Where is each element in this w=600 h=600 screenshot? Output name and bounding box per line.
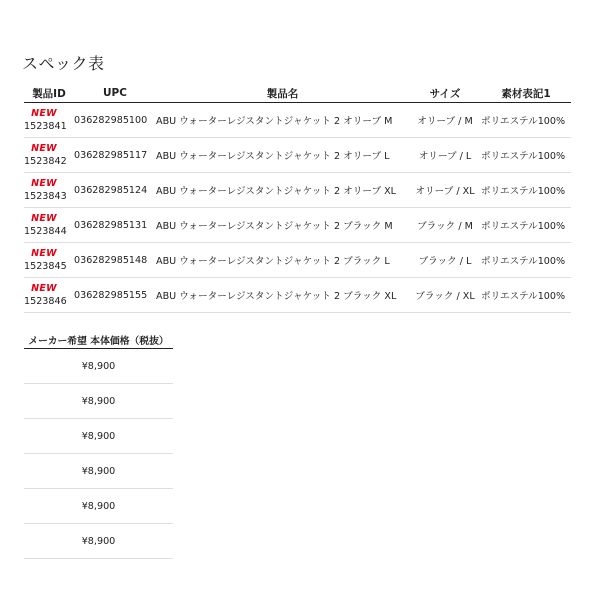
product-id-cell bbox=[24, 138, 74, 173]
material-cell: ポリエステル100% bbox=[481, 103, 571, 138]
new-badge: NEW bbox=[31, 212, 57, 224]
size-cell: オリーブ / XL bbox=[409, 173, 481, 208]
upc-cell: 036282985131 bbox=[74, 208, 156, 243]
col-header-name: 製品名 bbox=[156, 84, 409, 103]
table-row bbox=[24, 173, 571, 208]
new-badge: NEW bbox=[31, 142, 57, 154]
price-cell: ¥8,900 bbox=[24, 454, 173, 489]
new-badge: NEW bbox=[31, 107, 57, 119]
size-cell: ブラック / M bbox=[409, 208, 481, 243]
price-header: メーカー希望 本体価格（税抜） bbox=[24, 332, 173, 349]
upc-cell: 036282985100 bbox=[74, 103, 156, 138]
product-id: 1523842 bbox=[24, 155, 67, 167]
new-badge: NEW bbox=[31, 247, 57, 259]
size-cell: オリーブ / L bbox=[409, 138, 481, 173]
product-name-cell: ABU ウォーターレジスタントジャケット 2 ブラック M bbox=[156, 208, 409, 243]
price-cell: ¥8,900 bbox=[24, 524, 173, 559]
size-cell: ブラック / XL bbox=[409, 278, 481, 313]
price-cell: ¥8,900 bbox=[24, 349, 173, 384]
product-id: 1523843 bbox=[24, 190, 67, 202]
col-header-size: サイズ bbox=[409, 84, 481, 103]
table-row bbox=[24, 384, 173, 419]
material-cell: ポリエステル100% bbox=[481, 173, 571, 208]
product-id-cell bbox=[24, 278, 74, 313]
table-row bbox=[24, 524, 173, 559]
col-header-material: 素材表記1 bbox=[481, 84, 571, 103]
new-badge: NEW bbox=[31, 282, 57, 294]
table-row bbox=[24, 138, 571, 173]
page-title: スペック表 bbox=[22, 53, 105, 73]
material-cell: ポリエステル100% bbox=[481, 208, 571, 243]
product-id-cell bbox=[24, 103, 74, 138]
product-id: 1523846 bbox=[24, 295, 67, 307]
table-row bbox=[24, 208, 571, 243]
product-id-cell bbox=[24, 243, 74, 278]
spec-table bbox=[24, 84, 571, 313]
table-row bbox=[24, 103, 571, 138]
upc-cell: 036282985155 bbox=[74, 278, 156, 313]
upc-cell: 036282985148 bbox=[74, 243, 156, 278]
price-header-row bbox=[24, 332, 173, 349]
price-cell: ¥8,900 bbox=[24, 489, 173, 524]
product-id: 1523841 bbox=[24, 120, 67, 132]
size-cell: オリーブ / M bbox=[409, 103, 481, 138]
product-name-cell: ABU ウォーターレジスタントジャケット 2 ブラック XL bbox=[156, 278, 409, 313]
table-row bbox=[24, 419, 173, 454]
product-id-cell bbox=[24, 208, 74, 243]
price-cell: ¥8,900 bbox=[24, 384, 173, 419]
upc-cell: 036282985117 bbox=[74, 138, 156, 173]
material-cell: ポリエステル100% bbox=[481, 243, 571, 278]
product-id-cell bbox=[24, 173, 74, 208]
material-cell: ポリエステル100% bbox=[481, 138, 571, 173]
size-cell: ブラック / L bbox=[409, 243, 481, 278]
product-id: 1523845 bbox=[24, 260, 67, 272]
product-name-cell: ABU ウォーターレジスタントジャケット 2 オリーブ XL bbox=[156, 173, 409, 208]
new-badge: NEW bbox=[31, 177, 57, 189]
price-table bbox=[24, 332, 173, 559]
spec-header-row bbox=[24, 84, 571, 103]
table-row bbox=[24, 349, 173, 384]
product-name-cell: ABU ウォーターレジスタントジャケット 2 オリーブ L bbox=[156, 138, 409, 173]
product-name-cell: ABU ウォーターレジスタントジャケット 2 オリーブ M bbox=[156, 103, 409, 138]
table-row bbox=[24, 454, 173, 489]
upc-cell: 036282985124 bbox=[74, 173, 156, 208]
col-header-id: 製品ID bbox=[24, 84, 74, 103]
product-name-cell: ABU ウォーターレジスタントジャケット 2 ブラック L bbox=[156, 243, 409, 278]
material-cell: ポリエステル100% bbox=[481, 278, 571, 313]
table-row bbox=[24, 243, 571, 278]
col-header-upc: UPC bbox=[74, 84, 156, 103]
price-cell: ¥8,900 bbox=[24, 419, 173, 454]
product-id: 1523844 bbox=[24, 225, 67, 237]
table-row bbox=[24, 278, 571, 313]
table-row bbox=[24, 489, 173, 524]
